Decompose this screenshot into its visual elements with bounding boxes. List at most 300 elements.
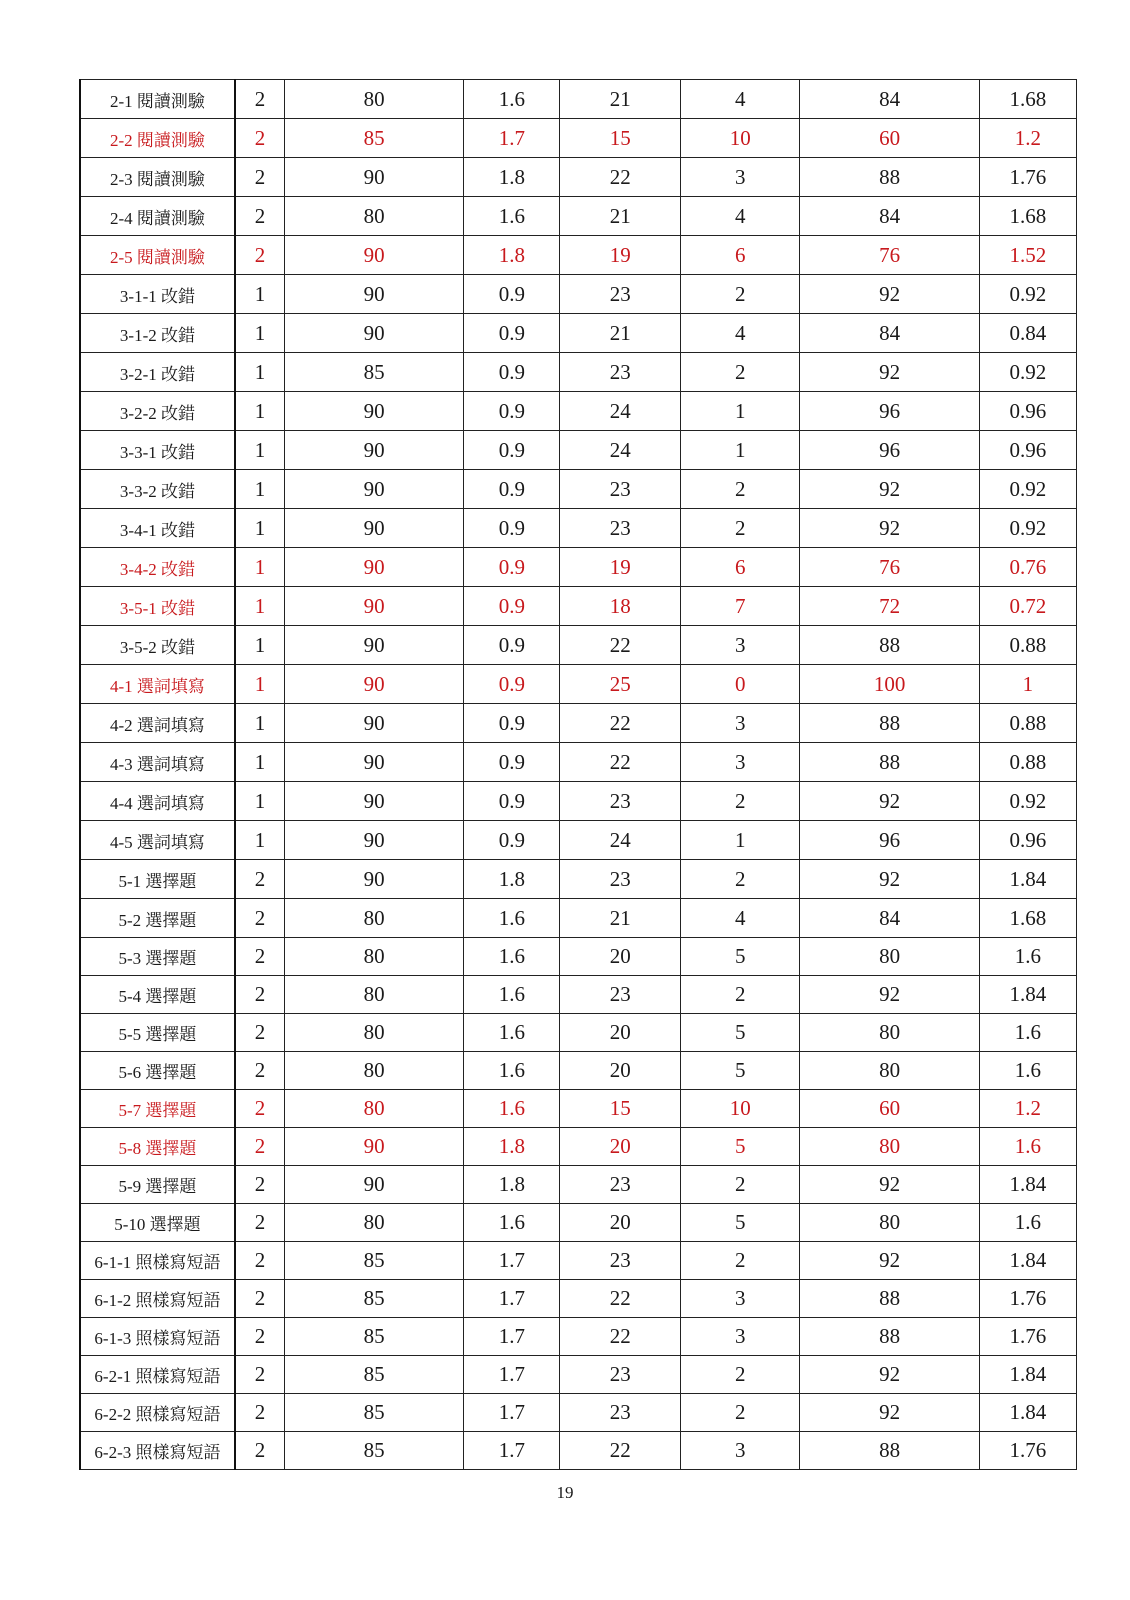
cell-actual-points: 0.84 [979,314,1076,353]
cell-score-weight: 1 [235,353,285,392]
table-row [80,976,1077,1014]
cell-expected-rate: 85 [285,119,464,158]
cell-item-label: 3-4-2 改錯 [80,548,235,587]
cell-actual-points: 1.68 [979,899,1076,938]
cell-pass-rate: 92 [800,782,979,821]
table-row [80,1394,1077,1432]
cell-item-label: 6-1-3 照樣寫短語 [80,1318,235,1356]
table-row [80,80,1077,119]
cell-expected-rate: 90 [285,821,464,860]
table-row [80,1432,1077,1470]
table-row [80,197,1077,236]
cell-correct-count: 25 [560,665,681,704]
cell-actual-points: 0.76 [979,548,1076,587]
cell-wrong-count: 2 [680,976,799,1014]
cell-score-weight: 2 [235,197,285,236]
cell-correct-count: 19 [560,548,681,587]
cell-correct-count: 20 [560,1052,681,1090]
cell-score-weight: 2 [235,938,285,976]
cell-correct-count: 23 [560,1242,681,1280]
cell-correct-count: 20 [560,1014,681,1052]
cell-correct-count: 24 [560,431,681,470]
table-body [80,80,1077,1470]
cell-item-label: 2-4 閱讀測驗 [80,197,235,236]
cell-pass-rate: 92 [800,860,979,899]
cell-actual-points: 0.92 [979,509,1076,548]
cell-pass-rate: 88 [800,704,979,743]
cell-pass-rate: 92 [800,353,979,392]
cell-expected-rate: 90 [285,470,464,509]
table-row [80,470,1077,509]
table-row [80,1166,1077,1204]
cell-actual-points: 1.84 [979,860,1076,899]
cell-wrong-count: 2 [680,860,799,899]
cell-pass-rate: 92 [800,976,979,1014]
cell-expected-rate: 80 [285,1052,464,1090]
cell-score-weight: 1 [235,665,285,704]
cell-pass-rate: 92 [800,1242,979,1280]
cell-expected-points: 1.8 [464,1128,560,1166]
table-row [80,548,1077,587]
cell-correct-count: 22 [560,626,681,665]
cell-score-weight: 2 [235,1052,285,1090]
cell-correct-count: 22 [560,743,681,782]
cell-correct-count: 23 [560,275,681,314]
cell-actual-points: 0.92 [979,353,1076,392]
cell-score-weight: 2 [235,899,285,938]
cell-expected-rate: 80 [285,1014,464,1052]
cell-expected-points: 1.7 [464,1432,560,1470]
cell-actual-points: 0.96 [979,431,1076,470]
cell-actual-points: 1.76 [979,1432,1076,1470]
cell-correct-count: 23 [560,1166,681,1204]
cell-wrong-count: 6 [680,548,799,587]
cell-expected-points: 0.9 [464,353,560,392]
cell-correct-count: 18 [560,587,681,626]
cell-score-weight: 1 [235,821,285,860]
table-row [80,1280,1077,1318]
table-row [80,236,1077,275]
cell-actual-points: 1.6 [979,1204,1076,1242]
table-row [80,626,1077,665]
cell-score-weight: 1 [235,782,285,821]
cell-wrong-count: 4 [680,197,799,236]
cell-expected-rate: 85 [285,353,464,392]
cell-pass-rate: 60 [800,119,979,158]
cell-wrong-count: 3 [680,1432,799,1470]
cell-correct-count: 22 [560,1280,681,1318]
table-row [80,353,1077,392]
table-row [80,899,1077,938]
cell-wrong-count: 2 [680,470,799,509]
cell-correct-count: 22 [560,1318,681,1356]
cell-expected-points: 1.7 [464,1356,560,1394]
cell-correct-count: 22 [560,158,681,197]
cell-wrong-count: 6 [680,236,799,275]
cell-expected-rate: 90 [285,314,464,353]
cell-item-label: 5-2 選擇題 [80,899,235,938]
cell-expected-points: 0.9 [464,548,560,587]
cell-actual-points: 1.76 [979,1280,1076,1318]
cell-wrong-count: 3 [680,158,799,197]
cell-item-label: 3-2-1 改錯 [80,353,235,392]
table-row [80,782,1077,821]
cell-pass-rate: 100 [800,665,979,704]
cell-score-weight: 2 [235,1128,285,1166]
cell-expected-points: 0.9 [464,314,560,353]
cell-wrong-count: 4 [680,80,799,119]
cell-item-label: 5-1 選擇題 [80,860,235,899]
table-row [80,119,1077,158]
table-row [80,1204,1077,1242]
cell-wrong-count: 2 [680,275,799,314]
cell-expected-points: 0.9 [464,626,560,665]
cell-item-label: 4-2 選詞填寫 [80,704,235,743]
cell-item-label: 5-6 選擇題 [80,1052,235,1090]
cell-actual-points: 0.92 [979,275,1076,314]
cell-item-label: 3-5-1 改錯 [80,587,235,626]
cell-score-weight: 1 [235,470,285,509]
cell-score-weight: 1 [235,275,285,314]
cell-score-weight: 1 [235,392,285,431]
table-row [80,743,1077,782]
cell-wrong-count: 1 [680,431,799,470]
cell-score-weight: 2 [235,1356,285,1394]
cell-expected-points: 1.7 [464,119,560,158]
cell-expected-points: 1.6 [464,899,560,938]
cell-expected-rate: 80 [285,899,464,938]
cell-correct-count: 15 [560,1090,681,1128]
cell-expected-rate: 80 [285,197,464,236]
table-row [80,1052,1077,1090]
cell-item-label: 6-2-2 照樣寫短語 [80,1394,235,1432]
cell-score-weight: 2 [235,80,285,119]
cell-item-label: 3-3-2 改錯 [80,470,235,509]
cell-pass-rate: 88 [800,743,979,782]
cell-wrong-count: 2 [680,1356,799,1394]
cell-wrong-count: 5 [680,1128,799,1166]
cell-item-label: 4-5 選詞填寫 [80,821,235,860]
cell-score-weight: 1 [235,509,285,548]
cell-actual-points: 1.84 [979,1166,1076,1204]
cell-expected-rate: 90 [285,392,464,431]
cell-pass-rate: 84 [800,899,979,938]
cell-expected-rate: 90 [285,275,464,314]
cell-expected-points: 0.9 [464,704,560,743]
cell-expected-rate: 90 [285,587,464,626]
cell-actual-points: 1.84 [979,1394,1076,1432]
cell-wrong-count: 10 [680,1090,799,1128]
cell-pass-rate: 96 [800,431,979,470]
cell-expected-rate: 80 [285,1090,464,1128]
cell-item-label: 5-8 選擇題 [80,1128,235,1166]
cell-item-label: 3-4-1 改錯 [80,509,235,548]
cell-pass-rate: 88 [800,158,979,197]
cell-pass-rate: 92 [800,509,979,548]
cell-expected-points: 1.7 [464,1394,560,1432]
cell-score-weight: 2 [235,158,285,197]
cell-expected-points: 0.9 [464,392,560,431]
cell-correct-count: 21 [560,197,681,236]
table-row [80,431,1077,470]
cell-correct-count: 21 [560,314,681,353]
cell-wrong-count: 5 [680,938,799,976]
cell-expected-rate: 90 [285,782,464,821]
table-row [80,821,1077,860]
cell-wrong-count: 1 [680,821,799,860]
cell-expected-rate: 80 [285,976,464,1014]
cell-wrong-count: 2 [680,782,799,821]
cell-score-weight: 2 [235,976,285,1014]
cell-pass-rate: 80 [800,1014,979,1052]
cell-item-label: 6-1-1 照樣寫短語 [80,1242,235,1280]
cell-actual-points: 1.6 [979,1014,1076,1052]
cell-item-label: 2-5 閱讀測驗 [80,236,235,275]
cell-expected-points: 0.9 [464,665,560,704]
cell-score-weight: 2 [235,1242,285,1280]
cell-expected-points: 1.6 [464,1052,560,1090]
cell-actual-points: 1.2 [979,119,1076,158]
cell-item-label: 5-10 選擇題 [80,1204,235,1242]
cell-correct-count: 21 [560,899,681,938]
cell-expected-rate: 90 [285,548,464,587]
table-row [80,587,1077,626]
cell-expected-points: 1.8 [464,158,560,197]
cell-expected-points: 1.8 [464,1166,560,1204]
cell-item-label: 3-5-2 改錯 [80,626,235,665]
cell-correct-count: 19 [560,236,681,275]
cell-item-label: 5-5 選擇題 [80,1014,235,1052]
cell-expected-points: 0.9 [464,587,560,626]
cell-pass-rate: 76 [800,548,979,587]
cell-actual-points: 0.92 [979,470,1076,509]
cell-score-weight: 1 [235,431,285,470]
cell-score-weight: 2 [235,1204,285,1242]
cell-wrong-count: 2 [680,1166,799,1204]
cell-actual-points: 1.76 [979,158,1076,197]
cell-pass-rate: 92 [800,1166,979,1204]
cell-expected-rate: 85 [285,1356,464,1394]
cell-wrong-count: 2 [680,1394,799,1432]
table-row [80,1014,1077,1052]
cell-pass-rate: 92 [800,275,979,314]
cell-score-weight: 2 [235,119,285,158]
cell-pass-rate: 92 [800,1394,979,1432]
cell-expected-rate: 90 [285,860,464,899]
cell-pass-rate: 88 [800,1318,979,1356]
cell-expected-points: 1.8 [464,860,560,899]
cell-pass-rate: 88 [800,626,979,665]
cell-score-weight: 2 [235,1318,285,1356]
cell-actual-points: 1.68 [979,197,1076,236]
cell-wrong-count: 2 [680,509,799,548]
table-row [80,938,1077,976]
cell-expected-points: 1.7 [464,1318,560,1356]
cell-item-label: 2-1 閱讀測驗 [80,80,235,119]
table-row [80,314,1077,353]
table-row [80,392,1077,431]
cell-expected-points: 0.9 [464,743,560,782]
cell-expected-rate: 90 [285,236,464,275]
cell-expected-rate: 80 [285,1204,464,1242]
cell-score-weight: 1 [235,743,285,782]
table-row [80,158,1077,197]
cell-wrong-count: 1 [680,392,799,431]
cell-item-label: 4-1 選詞填寫 [80,665,235,704]
cell-correct-count: 24 [560,392,681,431]
cell-correct-count: 15 [560,119,681,158]
cell-item-label: 3-1-1 改錯 [80,275,235,314]
cell-score-weight: 1 [235,548,285,587]
cell-expected-points: 0.9 [464,509,560,548]
table-row [80,1128,1077,1166]
cell-pass-rate: 92 [800,470,979,509]
cell-expected-points: 1.6 [464,976,560,1014]
cell-wrong-count: 2 [680,353,799,392]
cell-wrong-count: 4 [680,314,799,353]
cell-expected-rate: 90 [285,626,464,665]
cell-item-label: 5-7 選擇題 [80,1090,235,1128]
cell-wrong-count: 5 [680,1052,799,1090]
cell-expected-points: 1.6 [464,1204,560,1242]
cell-pass-rate: 88 [800,1280,979,1318]
cell-item-label: 5-9 選擇題 [80,1166,235,1204]
cell-actual-points: 1.68 [979,80,1076,119]
cell-expected-points: 1.6 [464,938,560,976]
cell-expected-rate: 85 [285,1394,464,1432]
cell-actual-points: 1.52 [979,236,1076,275]
cell-pass-rate: 72 [800,587,979,626]
cell-actual-points: 1.2 [979,1090,1076,1128]
cell-item-label: 2-2 閱讀測驗 [80,119,235,158]
cell-score-weight: 1 [235,704,285,743]
cell-wrong-count: 3 [680,626,799,665]
cell-correct-count: 23 [560,976,681,1014]
cell-actual-points: 0.96 [979,821,1076,860]
cell-wrong-count: 3 [680,1280,799,1318]
cell-expected-rate: 90 [285,1128,464,1166]
table-row [80,1318,1077,1356]
cell-expected-points: 0.9 [464,821,560,860]
cell-wrong-count: 10 [680,119,799,158]
cell-expected-rate: 85 [285,1242,464,1280]
cell-wrong-count: 3 [680,1318,799,1356]
cell-actual-points: 1.6 [979,1052,1076,1090]
cell-actual-points: 0.88 [979,743,1076,782]
cell-item-label: 3-3-1 改錯 [80,431,235,470]
table-row [80,665,1077,704]
cell-expected-points: 0.9 [464,431,560,470]
cell-expected-rate: 85 [285,1318,464,1356]
table-row [80,1356,1077,1394]
cell-item-label: 4-3 選詞填寫 [80,743,235,782]
item-analysis-table [79,79,1077,1470]
cell-expected-points: 1.6 [464,197,560,236]
cell-actual-points: 1.84 [979,976,1076,1014]
cell-expected-points: 1.8 [464,236,560,275]
table-row [80,275,1077,314]
cell-score-weight: 1 [235,587,285,626]
cell-actual-points: 0.96 [979,392,1076,431]
cell-item-label: 5-3 選擇題 [80,938,235,976]
cell-pass-rate: 76 [800,236,979,275]
cell-pass-rate: 88 [800,1432,979,1470]
cell-expected-points: 1.7 [464,1280,560,1318]
cell-wrong-count: 7 [680,587,799,626]
cell-correct-count: 22 [560,704,681,743]
cell-expected-rate: 85 [285,1280,464,1318]
table-row [80,1090,1077,1128]
cell-pass-rate: 80 [800,1204,979,1242]
cell-correct-count: 23 [560,353,681,392]
cell-correct-count: 23 [560,782,681,821]
cell-expected-rate: 90 [285,509,464,548]
cell-pass-rate: 84 [800,197,979,236]
cell-expected-rate: 80 [285,938,464,976]
cell-item-label: 5-4 選擇題 [80,976,235,1014]
cell-correct-count: 23 [560,509,681,548]
cell-correct-count: 23 [560,470,681,509]
cell-wrong-count: 0 [680,665,799,704]
cell-expected-points: 1.6 [464,1090,560,1128]
cell-expected-points: 0.9 [464,782,560,821]
cell-score-weight: 2 [235,1166,285,1204]
table-row [80,704,1077,743]
cell-item-label: 6-1-2 照樣寫短語 [80,1280,235,1318]
cell-item-label: 6-2-1 照樣寫短語 [80,1356,235,1394]
cell-wrong-count: 3 [680,743,799,782]
cell-correct-count: 23 [560,860,681,899]
cell-expected-rate: 90 [285,743,464,782]
cell-expected-rate: 90 [285,431,464,470]
cell-score-weight: 2 [235,1014,285,1052]
cell-score-weight: 2 [235,236,285,275]
cell-expected-points: 1.6 [464,80,560,119]
cell-actual-points: 0.92 [979,782,1076,821]
cell-score-weight: 2 [235,1090,285,1128]
table-row [80,860,1077,899]
page-number: 19 [556,1483,574,1502]
cell-actual-points: 0.72 [979,587,1076,626]
cell-pass-rate: 84 [800,314,979,353]
cell-correct-count: 24 [560,821,681,860]
cell-correct-count: 20 [560,1204,681,1242]
cell-expected-rate: 90 [285,665,464,704]
cell-actual-points: 1.76 [979,1318,1076,1356]
cell-correct-count: 22 [560,1432,681,1470]
cell-actual-points: 1 [979,665,1076,704]
cell-wrong-count: 5 [680,1014,799,1052]
cell-wrong-count: 2 [680,1242,799,1280]
cell-expected-points: 1.7 [464,1242,560,1280]
cell-score-weight: 2 [235,860,285,899]
table-row [80,509,1077,548]
cell-actual-points: 1.6 [979,1128,1076,1166]
cell-correct-count: 20 [560,938,681,976]
cell-expected-rate: 85 [285,1432,464,1470]
cell-wrong-count: 5 [680,1204,799,1242]
cell-expected-points: 0.9 [464,470,560,509]
table-row [80,1242,1077,1280]
cell-item-label: 3-1-2 改錯 [80,314,235,353]
cell-pass-rate: 80 [800,1128,979,1166]
cell-pass-rate: 96 [800,392,979,431]
cell-expected-rate: 80 [285,80,464,119]
cell-correct-count: 21 [560,80,681,119]
cell-score-weight: 2 [235,1280,285,1318]
cell-score-weight: 1 [235,314,285,353]
cell-expected-rate: 90 [285,158,464,197]
